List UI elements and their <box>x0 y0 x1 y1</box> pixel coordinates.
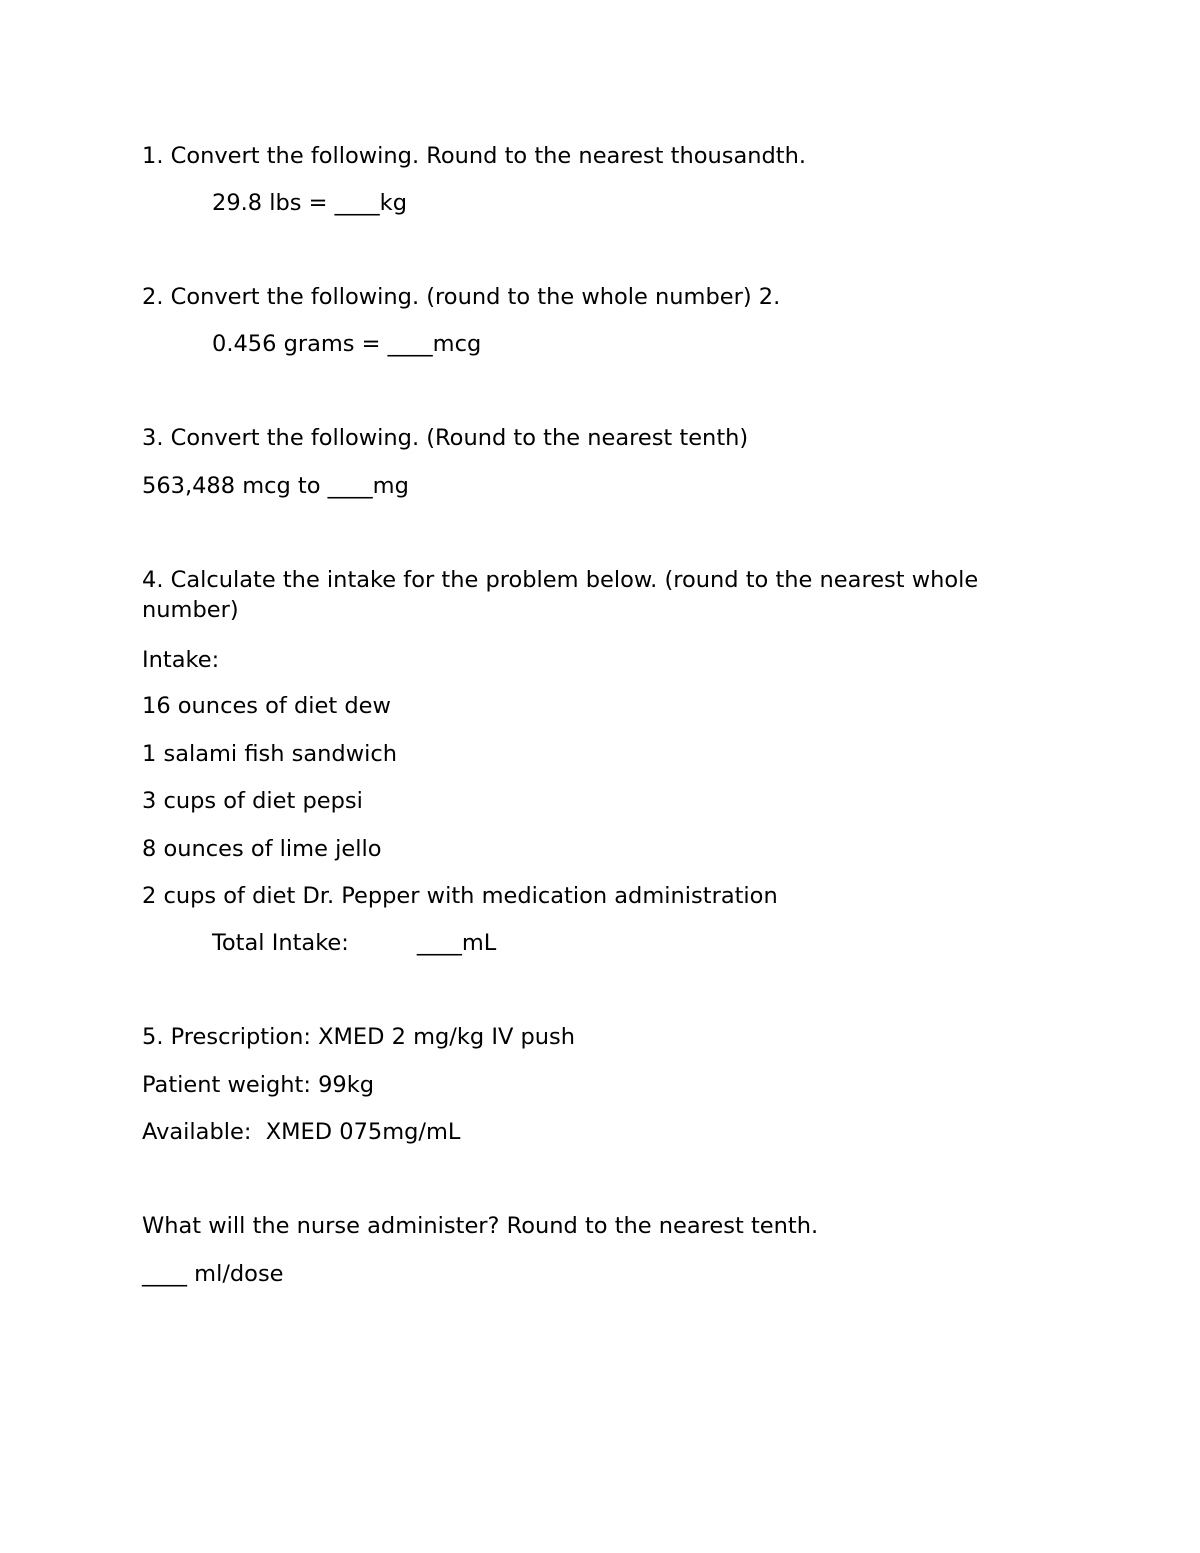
question-4-intake-label: Intake: <box>142 647 220 673</box>
question-1-prompt: 1. Convert the following. Round to the nearest thousandth. <box>142 143 807 169</box>
intake-list-item: 1 salami fish sandwich <box>142 741 397 767</box>
question-4-prompt: 4. Calculate the intake for the problem below. (round to the nearest whole number) <box>142 567 979 623</box>
question-3-prompt: 3. Convert the following. (Round to the nearest tenth) <box>142 425 749 451</box>
question-5-patient-weight: Patient weight: 99kg <box>142 1072 375 1098</box>
question-2-prompt: 2. Convert the following. (round to the whole number) 2. <box>142 284 781 310</box>
question-5-answer-blank: ____ ml/dose <box>142 1261 284 1287</box>
question-2-item: 0.456 grams = ____mcg <box>212 331 482 357</box>
intake-list-item: 16 ounces of diet dew <box>142 693 391 719</box>
question-4-total-line <box>212 928 496 958</box>
total-intake-label: Total Intake: <box>212 930 349 956</box>
intake-list-item: 3 cups of diet pepsi <box>142 788 363 814</box>
question-3-item: 563,488 mcg to ____mg <box>142 473 409 499</box>
question-5-question: What will the nurse administer? Round to the nearest tenth. <box>142 1213 819 1239</box>
total-intake-blank: ____mL <box>416 930 497 956</box>
question-5-prescription: 5. Prescription: XMED 2 mg/kg IV push <box>142 1024 576 1050</box>
question-5-available: Available: XMED 075mg/mL <box>142 1119 461 1145</box>
intake-list-item: 2 cups of diet Dr. Pepper with medication administration <box>142 883 778 909</box>
intake-list-item: 8 ounces of lime jello <box>142 836 382 862</box>
question-1-item: 29.8 lbs = ____kg <box>212 190 407 216</box>
